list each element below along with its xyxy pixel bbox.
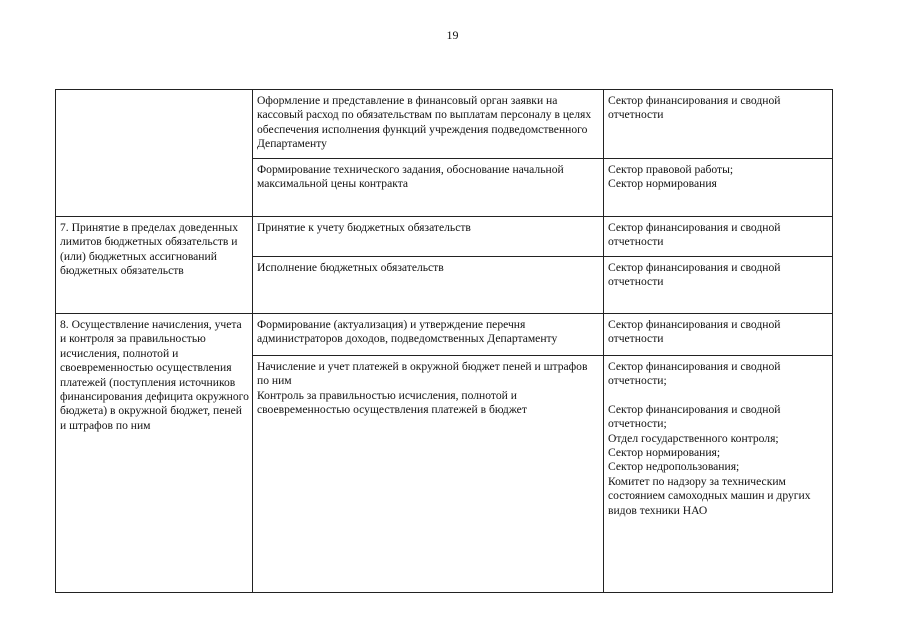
function-text: Контроль за правильностью исчисления, полнотой и своевременностью осуществления платежей в бюджет xyxy=(257,388,527,417)
page-number: 19 xyxy=(446,28,459,42)
responsible-text: Отдел государственного контроля; xyxy=(608,431,779,445)
process-cell xyxy=(56,314,253,593)
function-text: Формирование технического задания, обоснование начальной максимальной цены контракта xyxy=(257,163,567,191)
responsible-text: Сектор финансирования и сводной отчетности xyxy=(608,221,784,249)
responsible-cell xyxy=(604,90,833,159)
function-cell xyxy=(253,217,604,257)
process-text: 7. Принятие в пределах доведенных лимитов бюджетных обязательств и (или) бюджетных ассигнований бюджетных обязательств xyxy=(60,221,241,278)
responsible-text: Сектор финансирования и сводной отчетности xyxy=(608,318,784,346)
responsible-text: Сектор нормирования xyxy=(608,177,717,191)
responsible-spacer xyxy=(608,389,829,403)
responsible-text: Комитет по надзору за техническим состоянием самоходных машин и других видов техники НАО xyxy=(608,474,814,517)
function-text: Формирование (актуализация) и утверждение перечня администраторов доходов, подведомственных Департаменту xyxy=(257,318,558,346)
responsible-text: Сектор финансирования и сводной отчетности; xyxy=(608,402,784,431)
function-text: Принятие к учету бюджетных обязательств xyxy=(257,221,471,234)
responsible-cell xyxy=(604,159,833,217)
responsible-text: Сектор недропользования; xyxy=(608,460,740,474)
process-text: 8. Осуществление начисления, учета и контроля за правильностью исчисления, полнотой и своевременностью осуществления платежей (поступления источников финансирования дефицита окружного бюджета) в окружной бюджет, пеней и штрафов по ним xyxy=(60,318,252,432)
table-row xyxy=(56,314,833,356)
process-cell xyxy=(56,90,253,217)
function-cell xyxy=(253,90,604,159)
responsible-cell xyxy=(604,217,833,257)
process-cell xyxy=(56,217,253,314)
responsible-text: Сектор правовой работы; xyxy=(608,163,734,176)
table-row xyxy=(56,90,833,159)
responsible-text: Сектор финансирования и сводной отчетности xyxy=(608,94,784,122)
function-text: Исполнение бюджетных обязательств xyxy=(257,261,444,274)
function-cell xyxy=(253,356,604,593)
function-cell xyxy=(253,314,604,356)
function-text: Начисление и учет платежей в окружной бюджет пеней и штрафов по ним xyxy=(257,360,591,388)
function-cell xyxy=(253,257,604,314)
responsible-cell xyxy=(604,314,833,356)
function-cell xyxy=(253,159,604,217)
responsible-cell xyxy=(604,356,833,593)
function-text: Оформление и представление в финансовый орган заявки на кассовый расход по обязательствам по выплатам персоналу в целях обеспечения исполнения функций учреждения подведомственного Департаменту xyxy=(257,94,595,151)
responsibility-table xyxy=(55,89,833,593)
responsible-cell xyxy=(604,257,833,314)
responsible-text: Сектор нормирования; xyxy=(608,446,721,460)
responsible-text: Сектор финансирования и сводной отчетности xyxy=(608,261,784,289)
table-row xyxy=(56,217,833,257)
responsible-text: Сектор финансирования и сводной отчетности; xyxy=(608,360,784,388)
